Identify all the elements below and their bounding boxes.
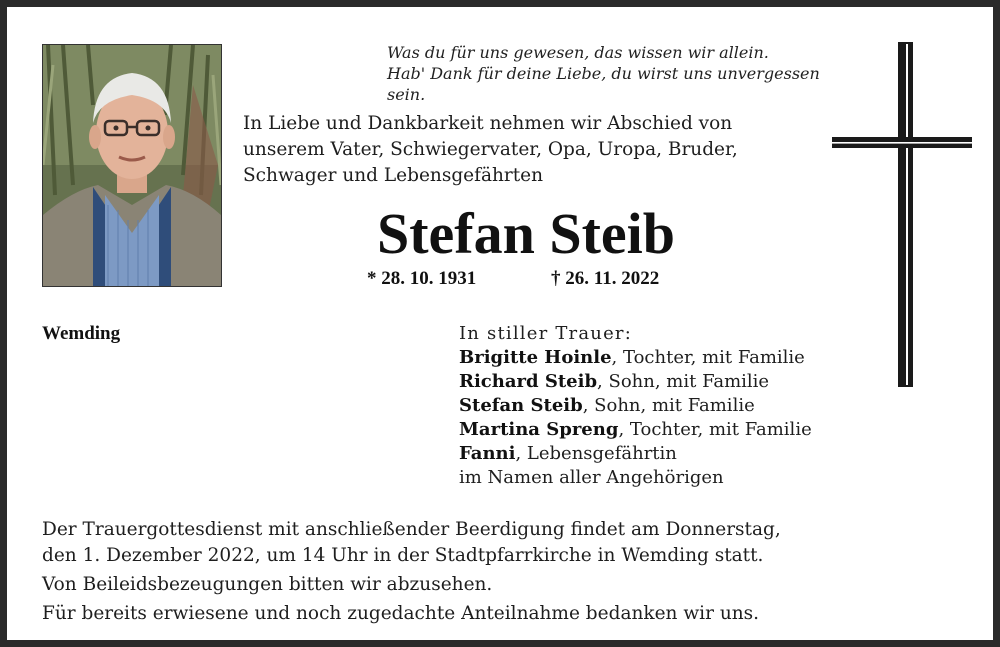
thanks-line: Für bereits erwiesene und noch zugedachte Anteilnahme bedanken wir uns.: [42, 603, 760, 624]
verse-line: Hab' Dank für deine Liebe, du wirst uns unvergessen sein.: [387, 64, 820, 104]
mourner-name: Richard Steib: [459, 371, 598, 392]
mourner-entry: [459, 394, 879, 418]
mourners-heading: In stiller Trauer:: [459, 323, 633, 344]
mourner-name: Stefan Steib: [459, 395, 583, 416]
mourner-relation: , Lebensgefährtin: [515, 443, 677, 464]
service-announcement: [42, 517, 972, 627]
mourner-relation: , Sohn, mit Familie: [597, 371, 770, 392]
memorial-verse: [387, 42, 847, 105]
mourner-relation: , Tochter, mit Familie: [618, 419, 812, 440]
mourners-closing: im Namen aller Angehörigen: [459, 467, 724, 488]
mourner-relation: , Sohn, mit Familie: [582, 395, 755, 416]
condolence-request: Von Beileidsbezeugungen bitten wir abzusehen.: [42, 574, 493, 595]
mourners-list: [459, 322, 879, 490]
mourner-name: Martina Spreng: [459, 419, 619, 440]
portrait-illustration: [43, 45, 221, 286]
death-date: † 26. 11. 2022: [551, 268, 660, 289]
mourner-name: Fanni: [459, 443, 516, 464]
cross-icon: [827, 42, 977, 392]
mourner-relation: , Tochter, mit Familie: [611, 347, 805, 368]
mourner-name: Brigitte Hoinle: [459, 347, 612, 368]
intro-line: In Liebe und Dankbarkeit nehmen wir Abschied von: [243, 113, 733, 134]
intro-line: Schwager und Lebensgefährten: [243, 165, 544, 186]
announcement-line: Der Trauergottesdienst mit anschließender Beerdigung findet am Donnerstag,: [42, 519, 781, 540]
mourner-entry: [459, 370, 879, 394]
mourner-entry: [459, 346, 879, 370]
life-dates: [367, 267, 660, 291]
mourner-entry: [459, 418, 879, 442]
announcement-line: den 1. Dezember 2022, um 14 Uhr in der Stadtpfarrkirche in Wemding statt.: [42, 545, 764, 566]
intro-line: unserem Vater, Schwiegervater, Opa, Uropa, Bruder,: [243, 139, 738, 160]
portrait-photo: [42, 44, 222, 287]
verse-line: Was du für uns gewesen, das wissen wir allein.: [387, 43, 769, 62]
birth-date: * 28. 10. 1931: [367, 268, 477, 289]
farewell-intro: [243, 111, 803, 189]
deceased-name: Stefan Steib: [376, 201, 676, 266]
place-name: Wemding: [42, 323, 121, 344]
mourner-entry: [459, 442, 879, 466]
